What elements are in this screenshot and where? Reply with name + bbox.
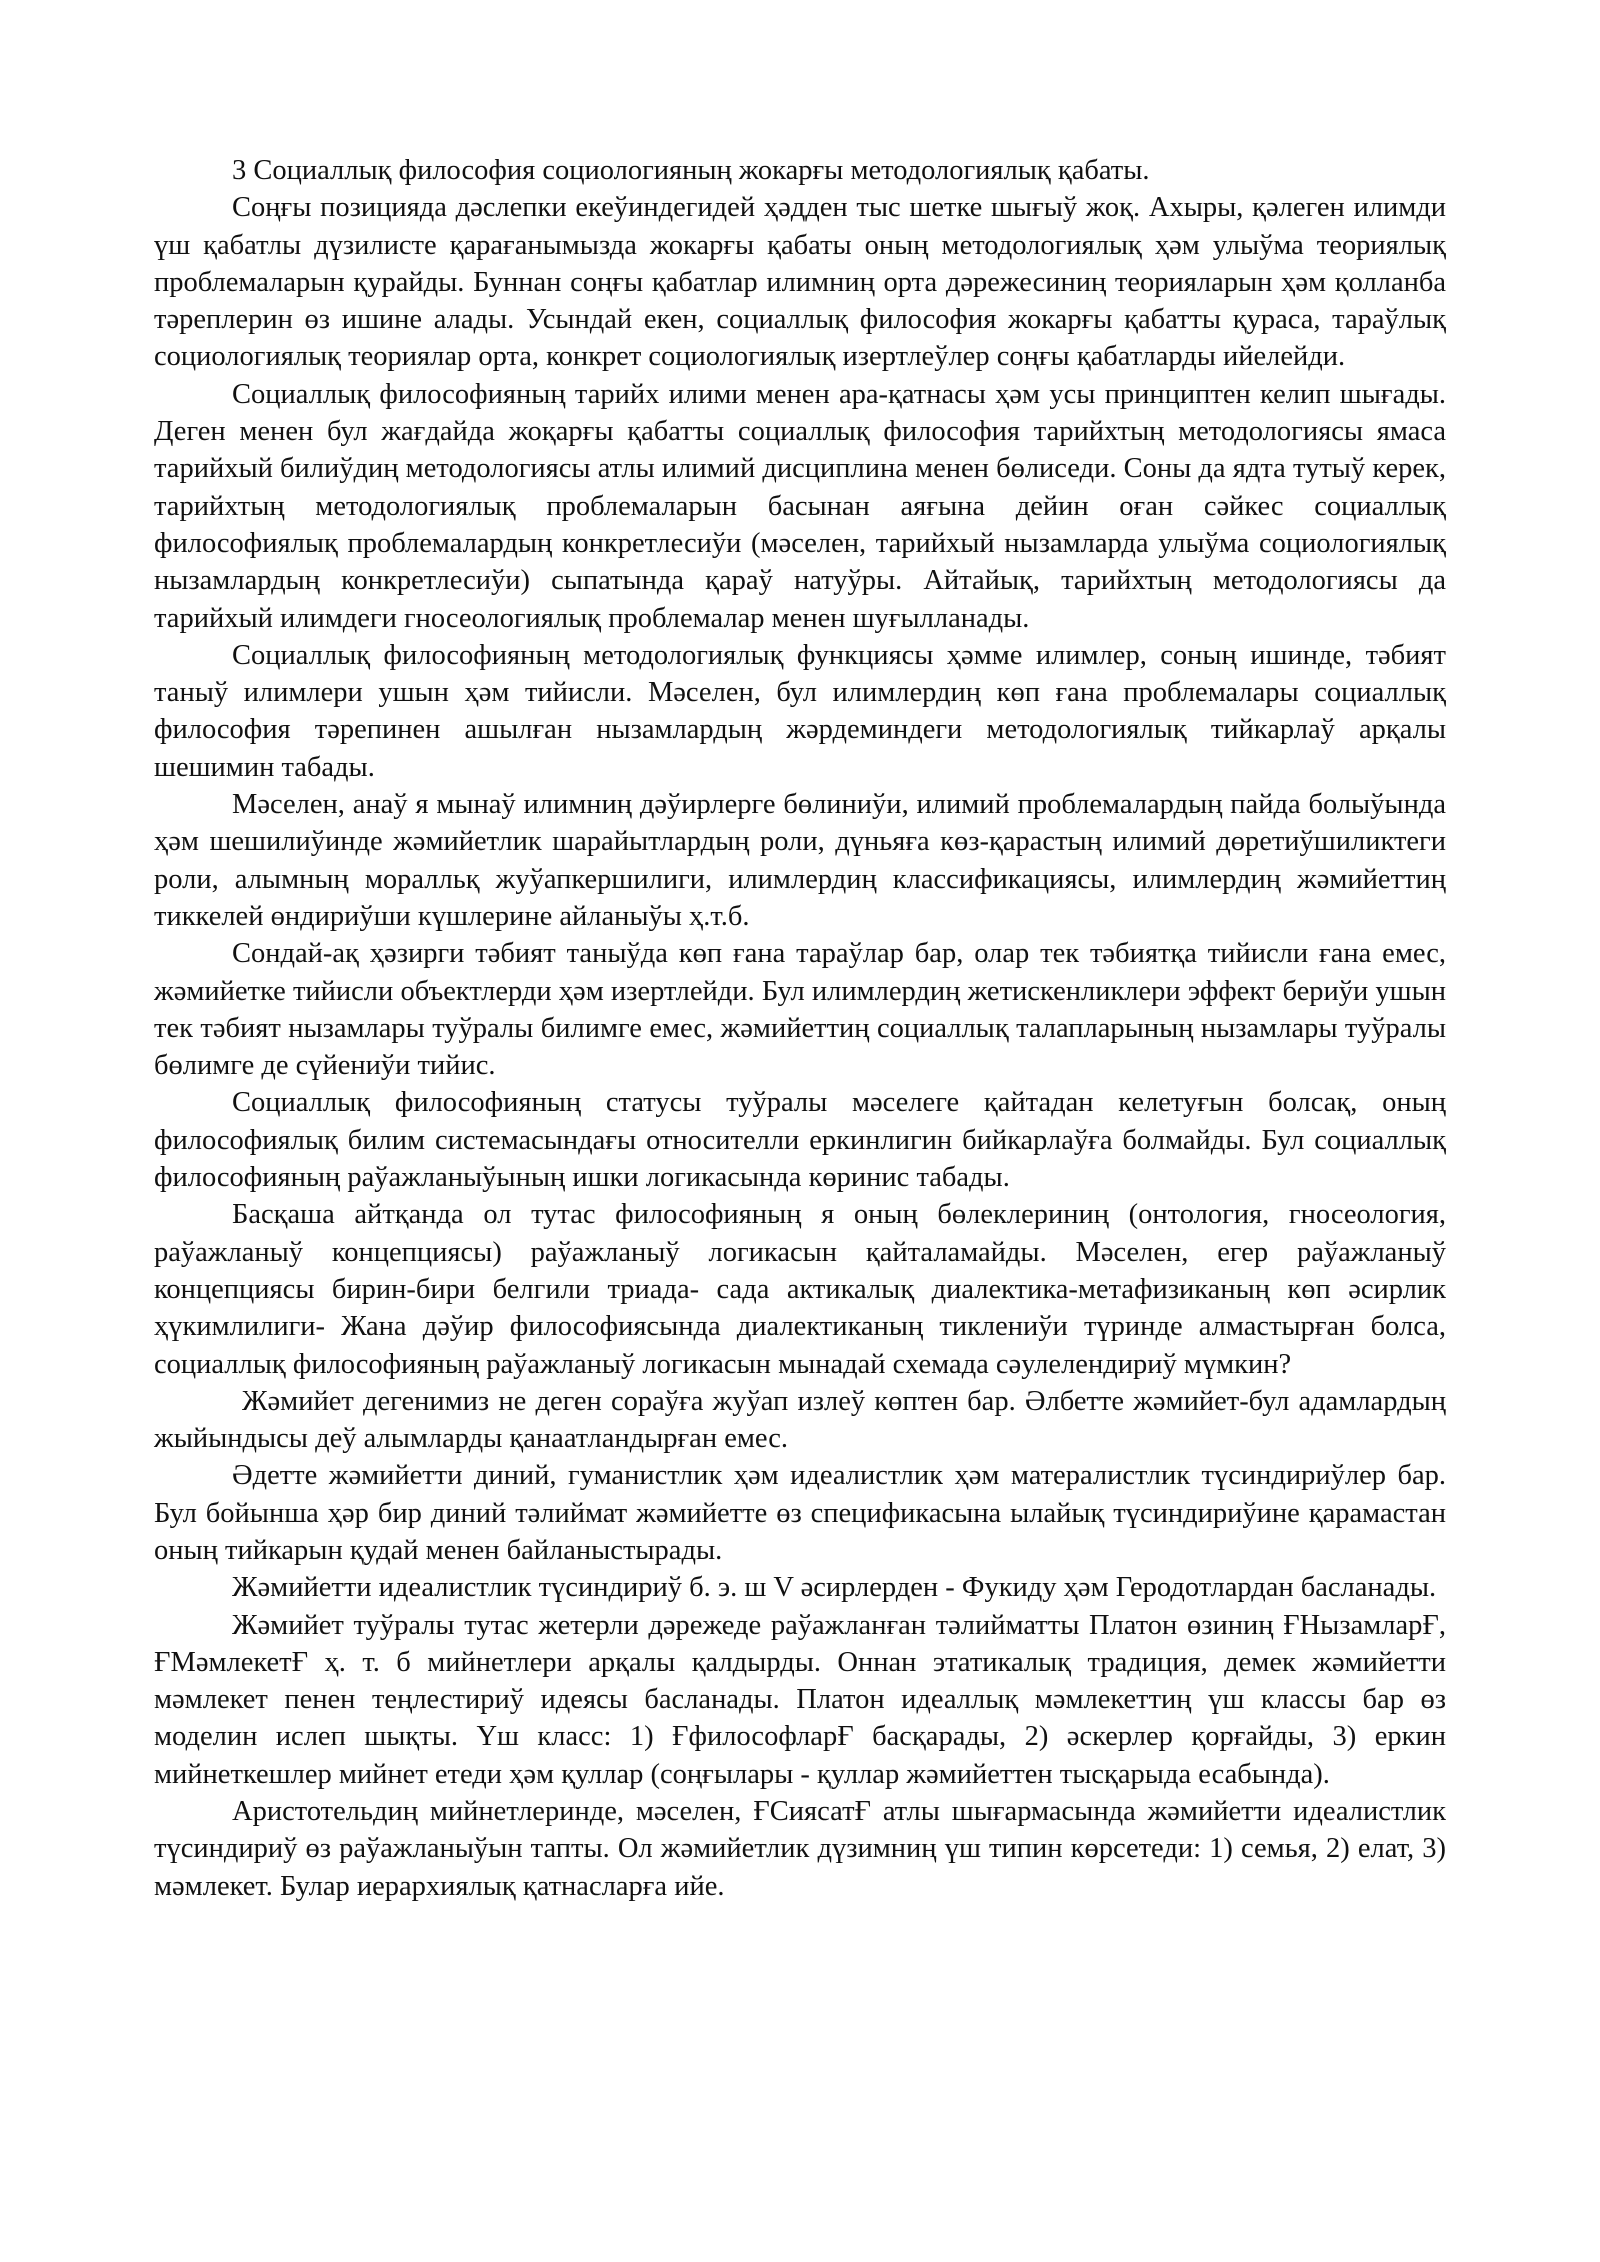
paragraph-2: Социаллық философияның тарийх илими менен ара-қатнасы ҳәм усы принциптен келип шығады. Деген менен бул жағдайда жоқарғы қабатты социаллық философия тарийхтың методологиясы ямаса тарийхый билиўдиң методологиясы атлы илимий дисциплина менен бөлиседи. Соны да ядта тутыў керек, тарийхтың методологиялық проблемаларын басынан аяғына дейин оған сәйкес социаллық философиялық проблемалардың конкретлесиўи (мәселен, тарийхый нызамларда улыўма социологиялық нызамлардың конкретлесиўи) сыпатында қараў натуўры. Айтайық, тарийхтың методологиясы да тарийхый илимдеги гносеологиялық проблемалар менен шуғылланады. [154, 378, 1446, 634]
paragraph-4: Мәселен, анаў я мынаў илимниң дәўирлерге бөлиниўи, илимий проблемалардың пайда болыўында ҳәм шешилиўинде жәмийетлик шарайытлардың роли, дүньяға көз-қарастың илимий дөретиўшиликтеги роли, алымның моралльқ жуўапкершилиги, илимлердиң классификациясы, илимлердиң жәмийеттиң тиккелей өндириўши күшлерине айланыўы ҳ.т.б. [154, 789, 1446, 932]
paragraph-12: Аристотельдиң мийнетлеринде, мәселен, ҒСиясатҒ атлы шығармасында жәмийетти идеалистлик түсиндириў өз раўажланыўын тапты. Ол жәмийетлик дүзимниң үш типин көрсетеди: 1) семья, 2) елат, 3) мәмлекет. Булар иерархиялық қатнасларға ийе. [154, 1796, 1446, 1902]
paragraph-5: Сондай-ақ ҳәзирги тәбият таныўда көп ғана тараўлар бар, олар тек тәбиятқа тийисли ғана емес, жәмийетке тийисли объектлерди ҳәм изертлейди. Бул илимлердиң жетискенликлери эффект бериўи ушын тек тәбият нызамлары туўралы билимге емес, жәмийеттиң социаллық талапларының нызамлары туўралы бөлимге де сүйениўи тийис. [154, 938, 1446, 1082]
section-heading: 3 Социаллық философия социологияның жокарғы методологиялық қабаты. [232, 155, 1150, 186]
paragraph-10: Жәмийетти идеалистлик түсиндириў б. э. ш V әсирлерден - Фукиду ҳәм Геродотлардан басланады. [232, 1572, 1437, 1604]
paragraph-1: Соңғы позицияда дәслепки екеўиндегидей ҳәдден тыс шетке шығыў жоқ. Ахыры, қәлеген илимди үш қабатлы дүзилисте қарағанымызда жокарғы қабаты оның методологиялық ҳәм улыўма теориялық проблемаларын қурайды. Буннан соңғы қабатлар илимниң орта дәрежесиниң теорияларын ҳәм қолланба тәреплерин өз ишине алады. Усындай екен, социаллық философия жокарғы қабатты қураса, тараўлық социологиялық теориялар орта, конкрет социологиялық изертлеўлер соңғы қабатларды ийелейди. [154, 192, 1446, 373]
paragraph-11: Жәмийет туўралы тутас жетерли дәрежеде раўажланған тәлийматты Платон өзиниң ҒНызамларҒ, ҒМәмлекетҒ ҳ. т. б мийнетлери арқалы қалдырды. Оннан этатикалық традиция, демек жәмийетти мәмлекет пенен теңлестириў идеясы басланады. Платон идеаллық мәмлекеттиң үш классы бар өз моделин ислеп шықты. Үш класс: 1) ҒфилософларҒ басқарады, 2) әскерлер қорғайды, 3) еркин мийнеткешлер мийнет етеди ҳәм қуллар (соңғылары - қуллар жәмийеттен тысқарыда есабында). [154, 1609, 1446, 1790]
paragraph-7: Басқаша айтқанда ол тутас философияның я оның бөлеклериниң (онтология, гносеология, раўажланыў концепциясы) раўажланыў логикасын қайталамайды. Мәселен, егер раўажланыў концепциясы бирин-бири белгили триада- сада актикалық диалектика-метафизиканың көп әсирлик ҳүкимлилиги- Жана дәўир философиясында диалектиканың тиклениўи түринде алмастырған болса, социаллық философияның раўажланыў логикасын мынадай схемада сәулелендириў мүмкин? [154, 1199, 1446, 1380]
document-page [154, 152, 1446, 1905]
paragraph-3: Социаллық философияның методологиялық функциясы ҳәмме илимлер, соның ишинде, тәбият таныў илимлери ушын ҳәм тийисли. Мәселен, бул илимлердиң көп ғана проблемалары социаллық философия тәрепинен ашылған нызамлардың жәрдеминдеги методологиялық тийкарлаў арқалы шешимин табады. [154, 639, 1446, 783]
paragraph-8: Жәмийет дегенимиз не деген сораўға жуўап излеў көптен бар. Әлбетте жәмийет-бул адамлардың жыйындысы деў алымларды қанаатландырған емес. [154, 1385, 1446, 1455]
paragraph-9: Әдетте жәмийетти диний, гуманистлик ҳәм идеалистлик ҳәм матералистлик түсиндириўлер бар. Бул бойынша ҳәр бир диний тәлиймат жәмийетте өз спецификасына ылайық түсиндириўине қарамастан оның тийкарын қудай менен байланыстырады. [154, 1460, 1446, 1566]
paragraph-6: Социаллық философияның статусы туўралы мәселеге қайтадан келетуғын болсақ, оның философиялық билим системасындағы относителли еркинлигин бийкарлаўға болмайды. Бул социаллық философияның раўажланыўының ишки логикасында көринис табады. [154, 1087, 1446, 1194]
